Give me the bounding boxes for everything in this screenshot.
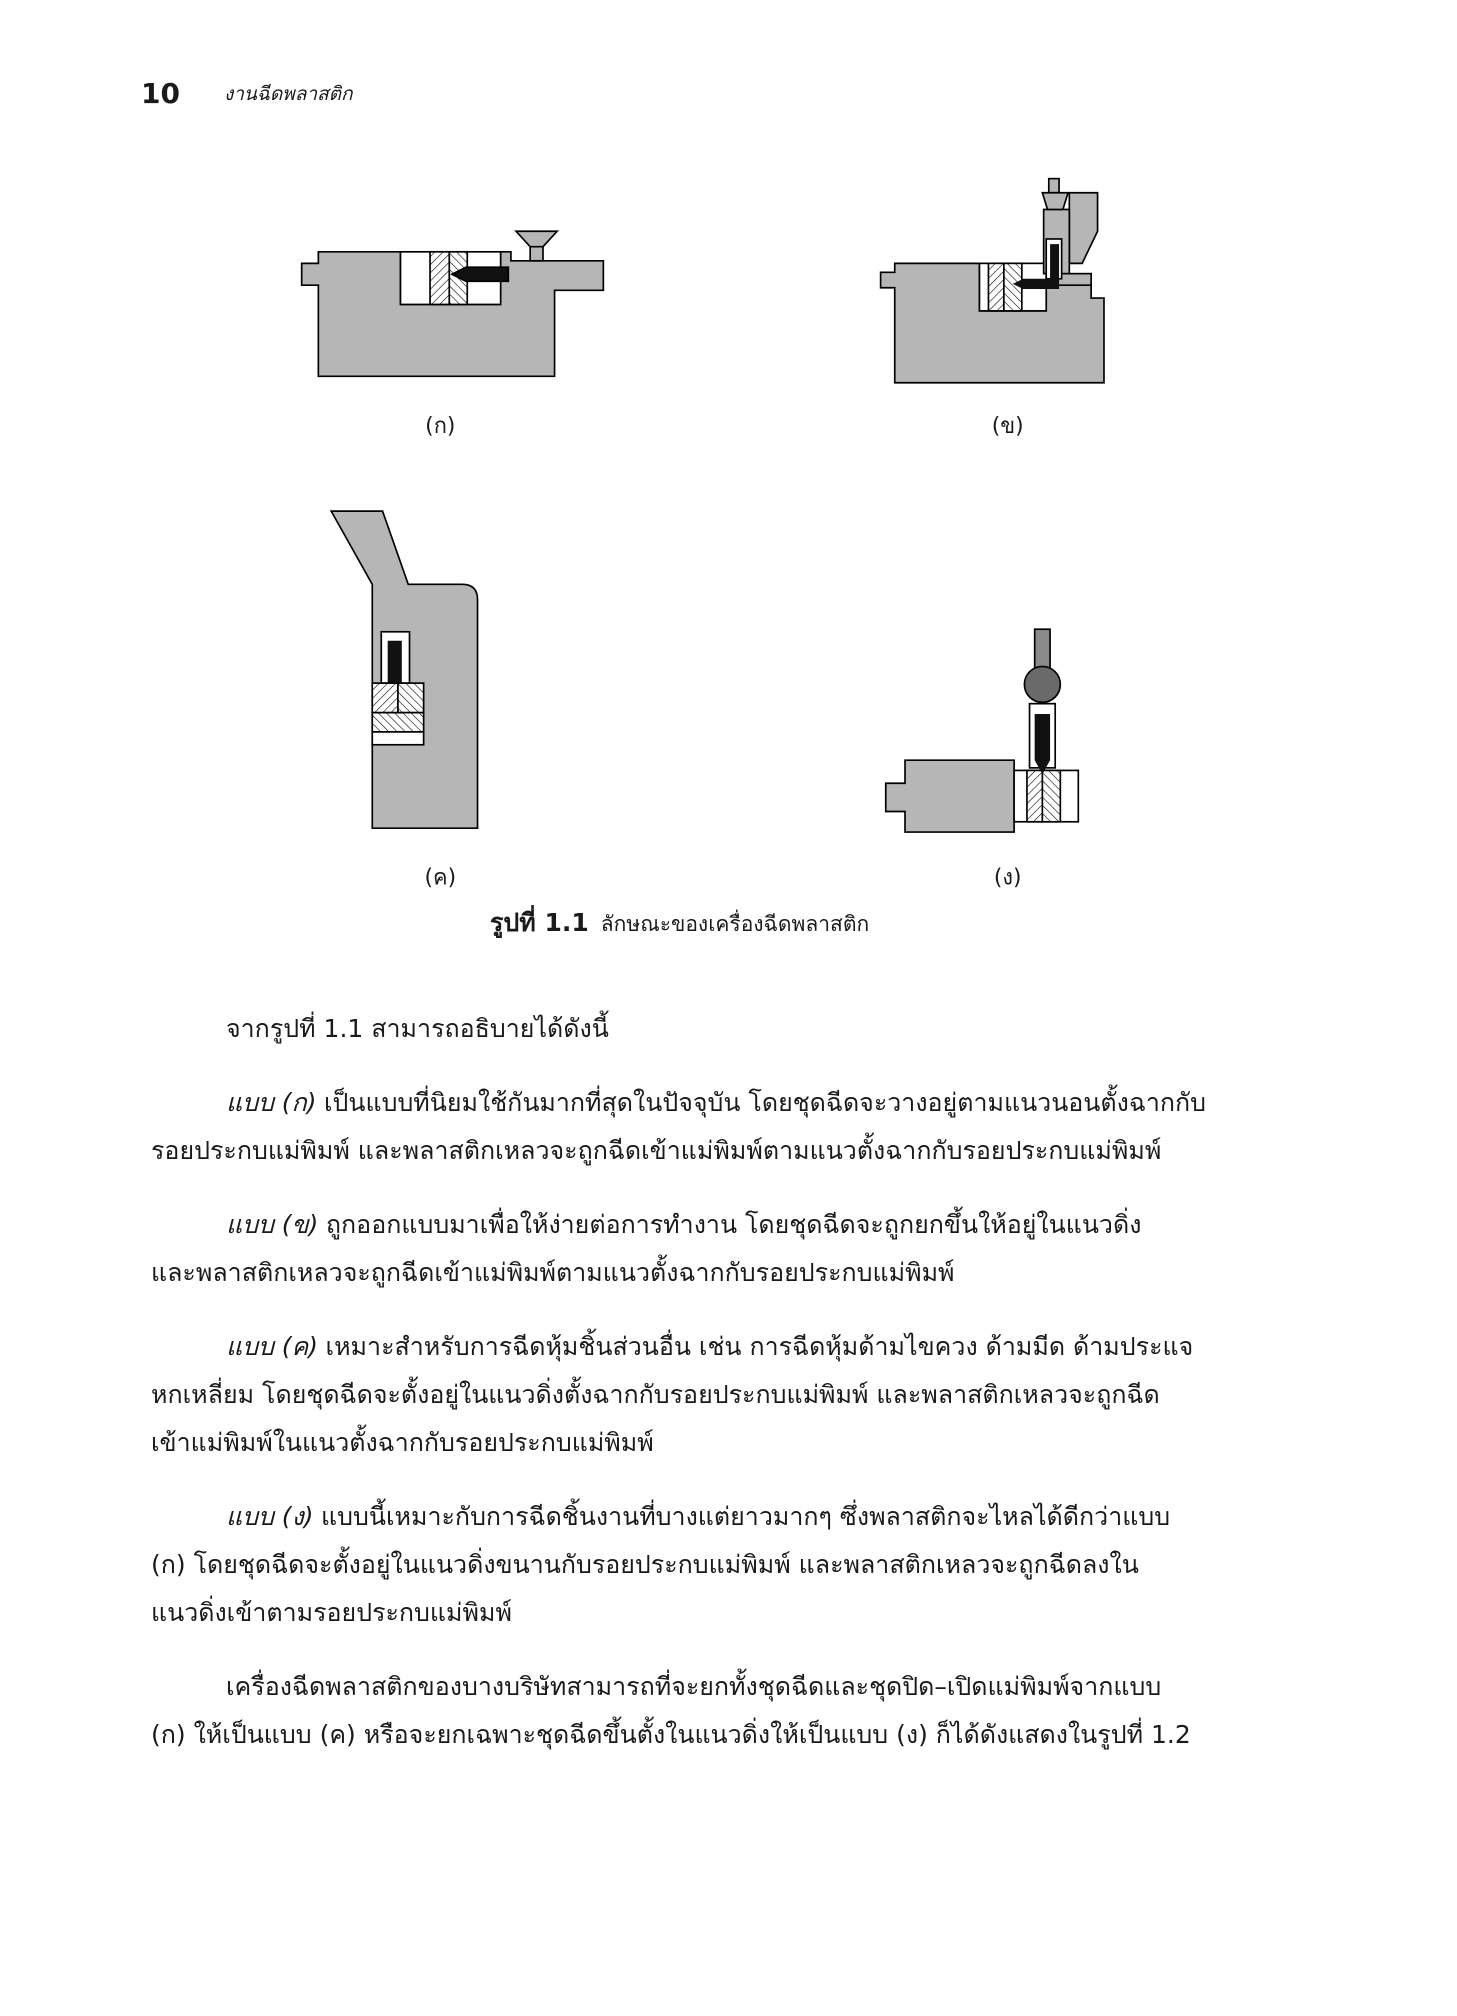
panel-label: (ก) xyxy=(425,413,456,439)
figure-panel-c xyxy=(331,511,477,891)
mold-plate-left xyxy=(988,263,1003,310)
caption-number: รูปที่ 1.1 xyxy=(490,908,589,937)
paragraph-line: รอยประกบแม่พิมพ์ และพลาสติกเหลวจะถูกฉีดเข้าแม่พิมพ์ตามแนวตั้งฉากกับรอยประกบแม่พิมพ์ xyxy=(151,1136,1162,1165)
top-rod xyxy=(1049,179,1059,193)
paragraph-line: แนวดิ่งเข้าตามรอยประกบแม่พิมพ์ xyxy=(151,1598,512,1627)
paragraph-type-c xyxy=(151,1323,1258,1467)
paragraph-closing xyxy=(151,1663,1258,1759)
panel-label: (ค) xyxy=(424,865,457,891)
drive-housing xyxy=(1069,193,1097,264)
figure-panel-d xyxy=(886,629,1079,890)
line-text: ถูกออกแบบมาเพื่อให้ง่ายต่อการทำงาน โดยชุดฉีดจะถูกยกขึ้นให้อยู่ในแนวดิ่ง xyxy=(325,1210,1142,1239)
figure-caption xyxy=(490,903,1130,943)
heater-ball xyxy=(1024,666,1060,702)
mold-plate-left xyxy=(372,683,398,713)
mold-plate-left xyxy=(1027,770,1042,821)
type-label: แบบ (ง) xyxy=(226,1502,314,1531)
mold-plate-right xyxy=(398,683,424,713)
hopper xyxy=(516,231,557,246)
figure-panel-b xyxy=(881,179,1104,439)
mold-plate-left xyxy=(430,252,449,305)
mold-base xyxy=(372,732,423,745)
paragraph-line: (ก) ให้เป็นแบบ (ค) หรือจะยกเฉพาะชุดฉีดขึ้นตั้งในแนวดิ่งให้เป็นแบบ (ง) ก็ได้ดังแสดงในรูปที่ 1.2 xyxy=(151,1720,1191,1749)
intro-line: จากรูปที่ 1.1 สามารถอธิบายได้ดังนี้ xyxy=(226,1014,609,1043)
type-label: แบบ (ข) xyxy=(226,1210,319,1239)
line-text: เหมาะสำหรับการฉีดหุ้มชิ้นส่วนอื่น เช่น การฉีดหุ้มด้ามไขควง ด้ามมีด ด้ามประแจ xyxy=(325,1332,1194,1361)
panel-label: (ข) xyxy=(991,413,1024,439)
panel-label: (ง) xyxy=(993,865,1022,891)
caption-text: ลักษณะของเครื่องฉีดพลาสติก xyxy=(600,912,870,936)
paragraph-line: หกเหลี่ยม โดยชุดฉีดจะตั้งอยู่ในแนวดิ่งตั้งฉากกับรอยประกบแม่พิมพ์ และพลาสติกเหลวจะถูกฉีด xyxy=(151,1380,1160,1409)
paragraph-line xyxy=(151,1079,1258,1127)
hopper xyxy=(1042,193,1068,210)
paragraph-line: เครื่องฉีดพลาสติกของบางบริษัทสามารถที่จะยกทั้งชุดฉีดและชุดปิด–เปิดแม่พิมพ์จากแบบ xyxy=(226,1672,1162,1701)
hopper-neck xyxy=(530,245,543,260)
type-label: แบบ (ค) xyxy=(226,1332,319,1361)
line-text: แบบนี้เหมาะกับการฉีดชิ้นงานที่บางแต่ยาวมากๆ ซึ่งพลาสติกจะไหลได้ดีกว่าแบบ xyxy=(321,1502,1171,1531)
page-number: 10 xyxy=(141,77,180,110)
paragraph-type-a xyxy=(151,1079,1258,1175)
mold-plate-right xyxy=(1004,263,1022,310)
paragraph-line: และพลาสติกเหลวจะถูกฉีดเข้าแม่พิมพ์ตามแนวตั้งฉากกับรอยประกบแม่พิมพ์ xyxy=(151,1258,955,1287)
mold-plate-right xyxy=(1042,770,1060,821)
body-text xyxy=(151,1005,1258,1759)
figure-injection-machine-types xyxy=(0,0,1457,899)
paragraph-line xyxy=(151,1201,1258,1249)
mold-plate-lower xyxy=(372,713,423,732)
line-text: เป็นแบบที่นิยมใช้กันมากที่สุดในปัจจุบัน โดยชุดฉีดจะวางอยู่ตามแนวนอนตั้งฉากกับ xyxy=(323,1088,1207,1117)
paragraph-line xyxy=(151,1493,1258,1541)
paragraph-type-b xyxy=(151,1201,1258,1297)
paragraph-line: (ก) โดยชุดฉีดจะตั้งอยู่ในแนวดิ่งขนานกับรอยประกบแม่พิมพ์ และพลาสติกเหลวจะถูกฉีดลงใน xyxy=(151,1550,1139,1579)
injection-rod xyxy=(1035,629,1050,670)
nozzle xyxy=(452,267,508,281)
figure-panel-a xyxy=(302,231,604,439)
machine-body xyxy=(886,760,1014,832)
paragraph-type-d xyxy=(151,1493,1258,1637)
running-title: งานฉีดพลาสติก xyxy=(223,83,353,105)
paragraph-line: เข้าแม่พิมพ์ในแนวตั้งฉากกับรอยประกบแม่พิมพ์ xyxy=(151,1428,654,1457)
type-label: แบบ (ก) xyxy=(226,1088,317,1117)
paragraph-line xyxy=(151,1323,1258,1371)
